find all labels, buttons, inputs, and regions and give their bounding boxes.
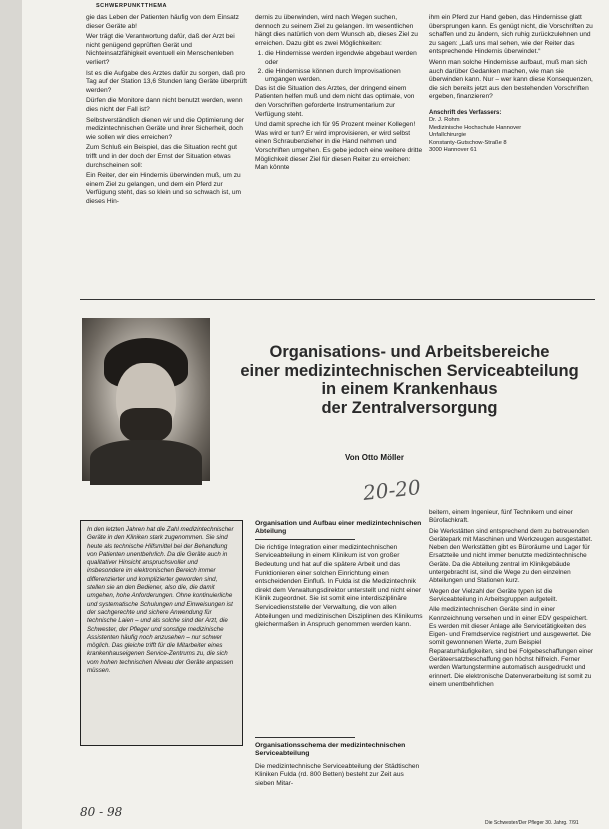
top-column-2 — [255, 14, 423, 175]
title-line: einer medizintechnischen Serviceabteilung — [240, 361, 579, 380]
paragraph: Dürfen die Monitore dann nicht benutzt werden, wenn dies nicht der Fall ist? — [86, 97, 243, 113]
paragraph: Ist es die Aufgabe des Arztes dafür zu sorgen, daß pro Tag auf der Station 13,6 Stunden lang Geräte überprüft werden? — [86, 69, 247, 94]
title-line: in einem Krankenhaus — [321, 380, 498, 398]
author-line: Unfallchirurgie — [429, 132, 467, 139]
paragraph: Die richtige Integration einer medizintechnischen Serviceabteilung in einem Klinikum ist von großer Bedeutung und hat auf die spätere Arbeit und das Funktionieren einer solchen Einrichtung einen entscheidenden Einfluß. In Fulda ist die Medizintechnik direkt dem Verwaltungsdirektor unterstellt und nicht einer Klinik zugeordnet. Sie ist somit eine interdisziplinäre Servicedienststelle der Verwaltung, die von allen Abteilungen und medizinischen Disziplinen des Klinikums gleichermaßen in Anspruch genommen werden kann. — [255, 543, 423, 629]
heading-rule — [255, 539, 355, 540]
paragraph: Alle medizintechnischen Geräte sind in einer Kennzeichnung versehen und in einer EDV gespeichert. Es werden mit dieser Anlage alle Servicetätigkeiten des Eigen- und Fremdservice registriert und ausgewertet. Die somit gewonnenen Werte, zum Beispiel Reparaturhäufigkeiten, sind bei Folgebeschaffungen einer Geräteersatzbeschaffung gen höchst hilfreich. Ferner werden Wartungstermine automatisch ausgedruckt und erinnert. Die elektronische Datenverarbeitung ist somit zu einem unentbehrlichen — [429, 606, 594, 688]
paragraph: Wegen der Vielzahl der Geräte typen ist die Serviceabteilung in Arbeitsgruppen aufgeteilt. — [429, 587, 558, 603]
photo-beard — [120, 408, 172, 444]
numbered-list — [255, 50, 423, 84]
heading-rule — [255, 737, 355, 738]
article-title — [232, 343, 587, 417]
paragraph: Die medizintechnische Serviceabteilung der Städtischen Kliniken Fulda (rd. 800 Betten) besteht zur Zeit aus sieben Mitar- — [255, 762, 420, 787]
paragraph: Das ist die Situation des Arztes, der dringend einem Patienten helfen muß und dem nicht das optimale, von den Vorschriften geforderte Instrumentarium zur Verfügung steht. — [255, 84, 415, 118]
body-column-2-lower — [255, 737, 423, 791]
top-column-1 — [86, 14, 248, 208]
paragraph: Und damit spreche ich für 95 Prozent meiner Kollegen! Was wird er tun? Er wird improvisieren, er wird selbst einen Schraubenzieher in die Hand nehmen und Vorschriften umgehen. Es gebe jedoch eine weitere dritte Möglichkeit dieser Ziel für diesen Reiter zu erreichen: Man könnte — [255, 121, 423, 172]
paragraph: beitern, einem Ingenieur, fünf Technikern und einer Bürofachkraft. — [429, 509, 573, 525]
paragraph: Die Werkstätten sind entsprechend dem zu betreuenden Gerätepark mit Maschinen und Werkzeugen ausgestattet. Neben den Werkstätten gibt es Büroräume und Lager für Ersatzteile und nicht immer benutzte medizintechnische Geräte. Da die Abteilung zentral im Klinikgebäude untergebracht ist, sind die Wege zu den einzelnen Abteilungen und Stationen kurz. — [429, 527, 593, 585]
list-item: 1. die Hindernisse werden irgendwie abgebaut werden oder — [265, 50, 423, 67]
paragraph: Wer trägt die Verantwortung dafür, daß der Arzt bei nicht genügend geprüften Gerät und Nichteinsatzfähigkeit eventuell ein Menschenleben verliert? — [86, 33, 235, 66]
paragraph: Zum Schluß ein Beispiel, das die Situation recht gut trifft und in der doch der Ernst der Situation etwas durchscheinen soll: — [86, 144, 238, 169]
author-heading: Anschrift des Verfassers: — [429, 109, 502, 116]
paragraph: Ein Reiter, der ein Hindernis überwinden muß, um zu einem Ziel zu gelangen, und dem ein Pferd zur Verfügung steht, das so klein und so schwach ist, um dieses Hin- — [86, 172, 242, 205]
page-number: 80 - 98 — [80, 805, 123, 819]
photo-body — [90, 440, 202, 485]
author-line: Konstanty-Gutschow-Straße 8 — [429, 139, 507, 146]
author-line: 3000 Hannover 61 — [429, 146, 477, 153]
top-column-3 — [429, 14, 595, 154]
paragraph: Wenn man solche Hindernisse aufbaut, muß man sich auch darüber Gedanken machen, wie man sie überwinden kann. Nur – wer kann diese Konsequenzen, die sich bereits jetzt aus den bestehenden Vorschriften ergeben, finanzieren? — [429, 58, 593, 101]
page-footer: Die Schwester/Der Pfleger 30. Jahrg. 7/91 — [485, 820, 579, 826]
divider-line — [80, 299, 595, 300]
paragraph: gie das Leben der Patienten häufig von dem Einsatz dieser Geräte ab! — [86, 14, 239, 30]
author-photo — [82, 318, 210, 481]
paragraph: dernis zu überwinden, wird nach Wegen suchen, dennoch zu seinem Ziel zu gelangen. Im wesentlichen hängt dies natürlich von dem Wunsch ab, dieses Ziel zu erreichen. Dazu gibt es zwei Möglichkeiten: — [255, 14, 418, 47]
section-tag: SCHWERPUNKTTHEMA — [96, 3, 167, 9]
byline: Von Otto Möller — [345, 453, 404, 462]
body-column-2 — [255, 520, 423, 632]
title-line: der Zentralversorgung — [321, 398, 498, 417]
section-heading: Organisation und Aufbau einer medizintechnischen Abteilung — [255, 520, 422, 536]
author-address — [429, 110, 595, 154]
paragraph: ihm ein Pferd zur Hand geben, das Hindernisse glatt übersprungen kann. Es genügt nicht, die Vorschriften zu schaffen und zu ändern, sich ruhig zurückzulehnen und zu sagen: „Laß uns mal sehen, wie der Reiter das entsprechende Hindernis überwindet.“ — [429, 14, 593, 56]
intro-box — [80, 520, 243, 746]
handwritten-annotation: 20-20 — [361, 475, 422, 505]
body-column-3 — [429, 509, 595, 691]
title-line: Organisations- und Arbeitsbereiche — [269, 343, 550, 361]
section-heading: Organisationsschema der medizintechnischen Serviceabteilung — [255, 742, 406, 758]
list-item: 2. die Hindernisse können durch Improvisationen umgangen werden. — [265, 68, 423, 85]
author-line: Dr. J. Rohm — [429, 117, 460, 124]
intro-text: In den letzten Jahren hat die Zahl medizintechnischer Geräte in den Kliniken stark zugenommen. Sie sind heute als technische Hilfsmittel bei der Behandlung von Patienten unentbehrlich. Da die Geräte auch in qualitativer Hinsicht anspruchsvoller und insbesondere im elektronischen Bereich immer differenzierter und komplizierter geworden sind, stellen sie an den Bediener, also die, die damit umgehen, hohe Anforderungen. Ohne kontinuierliche und systematische Schulungen und Einweisungen ist der sachgerechte und sichere Anwendung für technische Laien – und als solche sind der Arzt, die Schwester, der Pfleger und sonstige medizinische Assistenten häufig noch anzusehen – nur schwer möglich. Das gleiche trifft für die Mitarbeiter eines krankenhauseigenen Service-Zentrums zu, die sich vom hohen technischen Niveau der Geräte anpassen müssen. — [87, 526, 234, 675]
author-line: Medizinische Hochschule Hannover — [429, 124, 522, 131]
paragraph: Selbstverständlich dienen wir und die Optimierung der medizintechnischen Geräte und ihrer Sicherheit, doch wie sollen wir dies erreichen? — [86, 116, 244, 141]
